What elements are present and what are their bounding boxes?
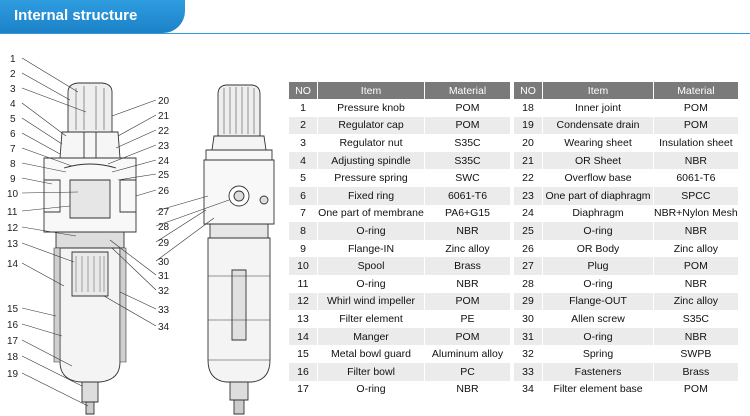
table-row	[514, 205, 738, 223]
cell-item: Diaphragm	[543, 205, 654, 223]
cell-material: POM	[425, 99, 511, 117]
cell-material: S35C	[425, 134, 511, 152]
cell-material: POM	[425, 328, 511, 346]
callout-9: 9	[10, 174, 16, 185]
callout-15: 15	[7, 304, 19, 315]
header-divider	[0, 33, 750, 34]
cell-no: 30	[514, 310, 543, 328]
table-row	[289, 363, 511, 381]
table-row	[289, 187, 511, 205]
callout-28: 28	[158, 222, 170, 233]
callout-29: 29	[158, 238, 170, 249]
cell-material: SWC	[425, 169, 511, 187]
cell-material: NBR	[654, 275, 739, 293]
callout-24: 24	[158, 156, 170, 167]
callout-13: 13	[7, 239, 19, 250]
cell-material: NBR	[425, 381, 511, 399]
cell-material: POM	[425, 117, 511, 135]
cell-item: Inner joint	[543, 99, 654, 117]
callout-19: 19	[7, 369, 19, 380]
callout-10: 10	[7, 189, 19, 200]
cell-item: Metal bowl guard	[318, 345, 425, 363]
callout-14: 14	[7, 259, 19, 270]
column-header-material: Material	[654, 82, 739, 99]
table-row	[514, 345, 738, 363]
cell-no: 20	[514, 134, 543, 152]
callout-1: 1	[10, 54, 16, 65]
cell-material: NBR	[654, 222, 739, 240]
table-row	[289, 293, 511, 311]
cell-item: Plug	[543, 257, 654, 275]
callout-20: 20	[158, 96, 170, 107]
cell-item: O-ring	[543, 222, 654, 240]
cell-item: Fixed ring	[318, 187, 425, 205]
parts-table-left	[289, 82, 511, 398]
callout-11: 11	[7, 207, 18, 218]
cell-material: Aluminum alloy	[425, 345, 511, 363]
table-row	[514, 310, 738, 328]
callout-12: 12	[7, 223, 19, 234]
cell-item: O-ring	[318, 275, 425, 293]
cell-no: 22	[514, 169, 543, 187]
cell-item: Regulator nut	[318, 134, 425, 152]
cell-material: PE	[425, 310, 511, 328]
callout-6: 6	[10, 129, 16, 140]
cell-no: 15	[289, 345, 318, 363]
callout-8: 8	[10, 159, 16, 170]
cell-item: O-ring	[543, 275, 654, 293]
callout-7: 7	[10, 144, 16, 155]
cell-item: Filter element	[318, 310, 425, 328]
table-row	[289, 169, 511, 187]
table-header-row	[289, 82, 511, 99]
cross-section-drawing	[44, 83, 136, 414]
cell-no: 1	[289, 99, 318, 117]
table-row	[514, 257, 738, 275]
cell-item: Regulator cap	[318, 117, 425, 135]
table-row	[514, 275, 738, 293]
table-row	[289, 222, 511, 240]
cell-no: 5	[289, 169, 318, 187]
cell-material: NBR	[654, 152, 739, 170]
table-row	[514, 134, 738, 152]
cell-no: 19	[514, 117, 543, 135]
cell-no: 32	[514, 345, 543, 363]
cell-no: 12	[289, 293, 318, 311]
table-row	[289, 99, 511, 117]
cell-material: NBR	[654, 328, 739, 346]
cell-item: Adjusting spindle	[318, 152, 425, 170]
callout-26: 26	[158, 186, 170, 197]
column-header-material: Material	[425, 82, 511, 99]
cell-material: POM	[654, 381, 739, 399]
table-row	[289, 345, 511, 363]
cell-material: POM	[654, 99, 739, 117]
table-row	[514, 328, 738, 346]
cell-item: Pressure spring	[318, 169, 425, 187]
cell-no: 4	[289, 152, 318, 170]
cell-no: 33	[514, 363, 543, 381]
cell-no: 28	[514, 275, 543, 293]
cell-item: Pressure knob	[318, 99, 425, 117]
cell-item: O-ring	[543, 328, 654, 346]
parts-table-left-body	[289, 99, 511, 398]
callout-30: 30	[158, 257, 170, 268]
cell-item: OR Body	[543, 240, 654, 258]
cell-material: S35C	[654, 310, 739, 328]
callout-34: 34	[158, 322, 170, 333]
cell-no: 25	[514, 222, 543, 240]
cell-item: Filter bowl	[318, 363, 425, 381]
cell-no: 6	[289, 187, 318, 205]
table-row	[514, 169, 738, 187]
cell-material: SWPB	[654, 345, 739, 363]
cell-no: 13	[289, 310, 318, 328]
table-row	[514, 222, 738, 240]
cell-material: Zinc alloy	[654, 240, 739, 258]
internal-structure-diagram	[0, 40, 285, 416]
table-row	[514, 381, 738, 399]
column-header-no: NO	[514, 82, 543, 99]
cell-item: Filter element base	[543, 381, 654, 399]
cell-no: 10	[289, 257, 318, 275]
callout-3: 3	[10, 84, 16, 95]
table-row	[514, 117, 738, 135]
table-row	[289, 152, 511, 170]
callout-21: 21	[158, 111, 170, 122]
cell-material: Zinc alloy	[654, 293, 739, 311]
cell-item: Wearing sheet	[543, 134, 654, 152]
callout-22: 22	[158, 126, 170, 137]
cell-no: 24	[514, 205, 543, 223]
table-row	[289, 134, 511, 152]
table-row	[514, 240, 738, 258]
table-row	[514, 152, 738, 170]
cell-no: 23	[514, 187, 543, 205]
cell-item: One part of membrane	[318, 205, 425, 223]
cell-no: 31	[514, 328, 543, 346]
table-row	[289, 240, 511, 258]
table-row	[514, 187, 738, 205]
callout-27: 27	[158, 207, 170, 218]
cell-material: PA6+G15	[425, 205, 511, 223]
cell-item: Flange-OUT	[543, 293, 654, 311]
table-header-row	[514, 82, 738, 99]
exterior-view-drawing	[204, 85, 274, 414]
cell-material: 6061-T6	[425, 187, 511, 205]
cell-no: 17	[289, 381, 318, 399]
parts-table-right-body	[514, 99, 738, 398]
callout-33: 33	[158, 305, 170, 316]
callout-16: 16	[7, 320, 19, 331]
cell-no: 18	[514, 99, 543, 117]
cell-no: 14	[289, 328, 318, 346]
cell-item: Fasteners	[543, 363, 654, 381]
callout-4: 4	[10, 99, 16, 110]
cell-no: 7	[289, 205, 318, 223]
table-row	[289, 381, 511, 399]
column-header-item: Item	[318, 82, 425, 99]
cell-material: 6061-T6	[654, 169, 739, 187]
cell-no: 34	[514, 381, 543, 399]
table-row	[514, 293, 738, 311]
table-row	[514, 99, 738, 117]
cell-material: NBR	[425, 275, 511, 293]
table-row	[289, 205, 511, 223]
cell-item: Spool	[318, 257, 425, 275]
cell-item: Condensate drain	[543, 117, 654, 135]
cell-item: Flange-IN	[318, 240, 425, 258]
cell-item: Spring	[543, 345, 654, 363]
table-row	[289, 275, 511, 293]
cell-material: NBR+Nylon Mesh	[654, 205, 739, 223]
column-header-no: NO	[289, 82, 318, 99]
cell-item: One part of diaphragm	[543, 187, 654, 205]
callout-25: 25	[158, 170, 170, 181]
callout-18: 18	[7, 352, 19, 363]
table-row	[289, 328, 511, 346]
cell-no: 16	[289, 363, 318, 381]
parts-table-right	[514, 82, 739, 398]
cell-material: POM	[654, 117, 739, 135]
cell-material: PC	[425, 363, 511, 381]
cell-no: 3	[289, 134, 318, 152]
cell-material: S35C	[425, 152, 511, 170]
cell-item: Whirl wind impeller	[318, 293, 425, 311]
cell-item: O-ring	[318, 381, 425, 399]
cell-item: Manger	[318, 328, 425, 346]
table-row	[289, 257, 511, 275]
cell-material: Insulation sheet	[654, 134, 739, 152]
cell-no: 11	[289, 275, 318, 293]
cell-no: 9	[289, 240, 318, 258]
cell-material: POM	[654, 257, 739, 275]
section-header	[0, 0, 185, 33]
cell-no: 26	[514, 240, 543, 258]
cell-item: Allen screw	[543, 310, 654, 328]
cell-item: Overflow base	[543, 169, 654, 187]
cell-material: Zinc alloy	[425, 240, 511, 258]
table-row	[514, 363, 738, 381]
cell-material: Brass	[654, 363, 739, 381]
cell-material: SPCC	[654, 187, 739, 205]
cell-no: 2	[289, 117, 318, 135]
cell-no: 8	[289, 222, 318, 240]
cell-material: Brass	[425, 257, 511, 275]
cell-item: OR Sheet	[543, 152, 654, 170]
callout-17: 17	[7, 336, 19, 347]
cell-no: 21	[514, 152, 543, 170]
callout-5: 5	[10, 114, 16, 125]
callout-32: 32	[158, 286, 170, 297]
callout-31: 31	[158, 271, 170, 282]
cell-material: NBR	[425, 222, 511, 240]
section-title: Internal structure	[14, 7, 138, 24]
column-header-item: Item	[543, 82, 654, 99]
cell-material: POM	[425, 293, 511, 311]
callout-23: 23	[158, 141, 170, 152]
table-row	[289, 310, 511, 328]
cell-item: O-ring	[318, 222, 425, 240]
table-row	[289, 117, 511, 135]
cell-no: 27	[514, 257, 543, 275]
cell-no: 29	[514, 293, 543, 311]
callout-2: 2	[10, 69, 16, 80]
